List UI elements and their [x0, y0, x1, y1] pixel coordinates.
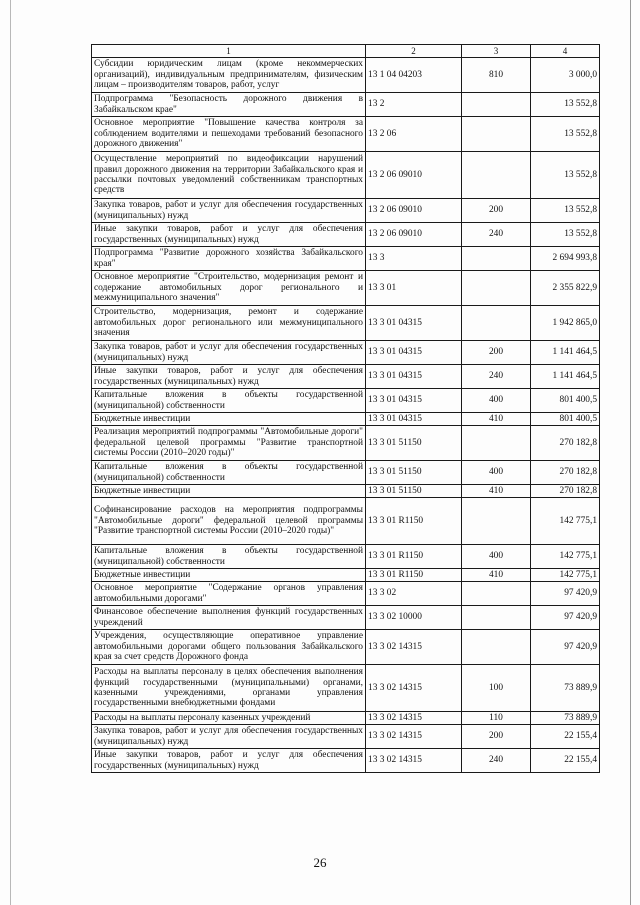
row-amount: 2 355 822,9 [531, 271, 600, 306]
row-description: Закупка товаров, работ и услуг для обеспечения государственных (муниципальных) нужд [92, 341, 366, 365]
row-code: 13 3 01 R1150 [366, 498, 462, 545]
row-description: Капитальные вложения в объекты государственной (муниципальной) собственности [92, 461, 366, 485]
row-code: 13 3 02 [366, 582, 462, 606]
table-row [92, 606, 600, 630]
row-amount: 801 400,5 [531, 413, 600, 426]
table-row [92, 341, 600, 365]
row-description: Иные закупки товаров, работ и услуг для обеспечения государственных (муниципальных) нужд [92, 365, 366, 389]
row-description: Основное мероприятие "Повышение качества контроля за соблюдением водителями и пешеходами требований безопасного дорожного движения" [92, 117, 366, 152]
row-amount: 97 420,9 [531, 582, 600, 606]
row-code: 13 1 04 04203 [366, 58, 462, 93]
header-col-3: 3 [462, 45, 531, 58]
row-code: 13 3 01 R1150 [366, 569, 462, 582]
table-row [92, 58, 600, 93]
row-description: Строительство, модернизация, ремонт и содержание автомобильных дорог регионального или межмуниципального значения [92, 306, 366, 341]
row-expense-type: 240 [462, 749, 531, 773]
table-row [92, 271, 600, 306]
table-header-row [92, 45, 600, 58]
row-description: Расходы на выплаты персоналу казенных учреждений [92, 712, 366, 725]
row-code: 13 3 02 14315 [366, 665, 462, 712]
row-code: 13 2 06 09010 [366, 223, 462, 247]
row-expense-type [462, 582, 531, 606]
table-row [92, 152, 600, 199]
row-description: Бюджетные инвестиции [92, 569, 366, 582]
row-amount: 97 420,9 [531, 606, 600, 630]
table-row [92, 426, 600, 461]
row-amount: 270 182,8 [531, 485, 600, 498]
row-code: 13 3 02 14315 [366, 712, 462, 725]
table-row [92, 582, 600, 606]
row-expense-type: 410 [462, 413, 531, 426]
row-expense-type [462, 93, 531, 117]
row-description: Подпрограмма "Развитие дорожного хозяйства Забайкальского края" [92, 247, 366, 271]
row-code: 13 3 02 14315 [366, 630, 462, 665]
row-amount: 22 155,4 [531, 749, 600, 773]
row-expense-type: 200 [462, 199, 531, 223]
row-expense-type [462, 630, 531, 665]
row-description: Осуществление мероприятий по видеофиксации нарушений правил дорожного движения на территории Забайкальского края и рассылки почтовых уведомлений собственникам транспортных средств [92, 152, 366, 199]
row-amount: 142 775,1 [531, 498, 600, 545]
row-amount: 2 694 993,8 [531, 247, 600, 271]
row-code: 13 3 01 R1150 [366, 545, 462, 569]
row-expense-type [462, 271, 531, 306]
row-code: 13 2 06 [366, 117, 462, 152]
row-amount: 270 182,8 [531, 461, 600, 485]
row-expense-type [462, 426, 531, 461]
row-amount: 3 000,0 [531, 58, 600, 93]
row-amount: 13 552,8 [531, 223, 600, 247]
row-description: Финансовое обеспечение выполнения функций государственных учреждений [92, 606, 366, 630]
table-row [92, 725, 600, 749]
row-expense-type: 810 [462, 58, 531, 93]
row-code: 13 3 [366, 247, 462, 271]
row-description: Субсидии юридическим лицам (кроме некоммерческих организаций), индивидуальным предпринимателям, физическим лицам – производителям товаров, работ, услуг [92, 58, 366, 93]
row-description: Закупка товаров, работ и услуг для обеспечения государственных (муниципальных) нужд [92, 199, 366, 223]
row-expense-type: 400 [462, 389, 531, 413]
header-col-4: 4 [531, 45, 600, 58]
row-description: Основное мероприятие "Строительство, модернизация ремонт и содержание автомобильных дорог регионального и межмуниципального значения" [92, 271, 366, 306]
table-row [92, 93, 600, 117]
table-row [92, 485, 600, 498]
table-row [92, 569, 600, 582]
row-code: 13 3 01 51150 [366, 461, 462, 485]
row-code: 13 3 01 04315 [366, 306, 462, 341]
row-amount: 97 420,9 [531, 630, 600, 665]
row-amount: 142 775,1 [531, 545, 600, 569]
row-expense-type [462, 306, 531, 341]
row-expense-type: 240 [462, 365, 531, 389]
table-row [92, 389, 600, 413]
row-description: Бюджетные инвестиции [92, 485, 366, 498]
row-code: 13 3 01 04315 [366, 389, 462, 413]
row-code: 13 3 01 04315 [366, 413, 462, 426]
table-row [92, 199, 600, 223]
table-row [92, 665, 600, 712]
row-amount: 142 775,1 [531, 569, 600, 582]
table-row [92, 545, 600, 569]
row-expense-type: 110 [462, 712, 531, 725]
row-expense-type: 410 [462, 569, 531, 582]
row-description: Капитальные вложения в объекты государственной (муниципальной) собственности [92, 389, 366, 413]
row-description: Иные закупки товаров, работ и услуг для обеспечения государственных (муниципальных) нужд [92, 749, 366, 773]
row-amount: 73 889,9 [531, 712, 600, 725]
row-expense-type: 100 [462, 665, 531, 712]
row-amount: 801 400,5 [531, 389, 600, 413]
row-code: 13 3 01 04315 [366, 365, 462, 389]
header-col-1: 1 [92, 45, 366, 58]
table-row [92, 630, 600, 665]
table-row [92, 749, 600, 773]
table-row [92, 306, 600, 341]
table-row [92, 712, 600, 725]
row-code: 13 3 01 51150 [366, 485, 462, 498]
row-amount: 73 889,9 [531, 665, 600, 712]
row-code: 13 3 02 10000 [366, 606, 462, 630]
row-amount: 13 552,8 [531, 93, 600, 117]
row-expense-type: 400 [462, 461, 531, 485]
row-expense-type: 400 [462, 545, 531, 569]
row-expense-type [462, 152, 531, 199]
row-amount: 13 552,8 [531, 117, 600, 152]
row-code: 13 2 06 09010 [366, 152, 462, 199]
row-expense-type: 200 [462, 341, 531, 365]
table-row [92, 247, 600, 271]
row-expense-type: 240 [462, 223, 531, 247]
row-amount: 1 942 865,0 [531, 306, 600, 341]
row-expense-type: 410 [462, 485, 531, 498]
row-code: 13 2 [366, 93, 462, 117]
budget-table [91, 44, 600, 773]
scan-edge-left [10, 0, 11, 905]
row-description: Иные закупки товаров, работ и услуг для обеспечения государственных (муниципальных) нужд [92, 223, 366, 247]
row-amount: 22 155,4 [531, 725, 600, 749]
row-expense-type: 200 [462, 725, 531, 749]
row-description: Учреждения, осуществляющие оперативное управление автомобильными дорогами общего пользования Забайкальского края за счет средств Дорожного фонда [92, 630, 366, 665]
row-code: 13 3 02 14315 [366, 749, 462, 773]
row-code: 13 3 01 04315 [366, 341, 462, 365]
row-expense-type [462, 606, 531, 630]
row-expense-type [462, 247, 531, 271]
row-code: 13 3 02 14315 [366, 725, 462, 749]
page-number: 26 [313, 855, 327, 870]
table-row [92, 498, 600, 545]
row-amount: 1 141 464,5 [531, 365, 600, 389]
table-row [92, 461, 600, 485]
table-row [92, 223, 600, 247]
row-amount: 13 552,8 [531, 152, 600, 199]
row-code: 13 3 01 [366, 271, 462, 306]
header-col-2: 2 [366, 45, 462, 58]
row-code: 13 3 01 51150 [366, 426, 462, 461]
row-amount: 13 552,8 [531, 199, 600, 223]
row-code: 13 2 06 09010 [366, 199, 462, 223]
row-description: Капитальные вложения в объекты государственной (муниципальной) собственности [92, 545, 366, 569]
row-amount: 1 141 464,5 [531, 341, 600, 365]
table-row [92, 365, 600, 389]
row-expense-type [462, 117, 531, 152]
row-description: Софинансирование расходов на мероприятия подпрограммы "Автомобильные дороги" федеральной целевой программы "Развитие транспортной системы России (2010–2020 годы)" [92, 498, 366, 545]
row-description: Бюджетные инвестиции [92, 413, 366, 426]
row-description: Закупка товаров, работ и услуг для обеспечения государственных (муниципальных) нужд [92, 725, 366, 749]
row-amount: 270 182,8 [531, 426, 600, 461]
row-description: Расходы на выплаты персоналу в целях обеспечения выполнения функций государственными (муниципальными) органами, казенными учреждениями, органами управления государственными внебюджетными фондами [92, 665, 366, 712]
row-description: Реализация мероприятий подпрограммы "Автомобильные дороги" федеральной целевой программы "Развитие транспортной системы России (2010–2020 годы)" [92, 426, 366, 461]
row-description: Подпрограмма "Безопасность дорожного движения в Забайкальском крае" [92, 93, 366, 117]
row-expense-type [462, 498, 531, 545]
table-row [92, 117, 600, 152]
table-row [92, 413, 600, 426]
scan-edge-right [630, 0, 631, 905]
row-description: Основное мероприятие "Содержание органов управления автомобильными дорогами" [92, 582, 366, 606]
